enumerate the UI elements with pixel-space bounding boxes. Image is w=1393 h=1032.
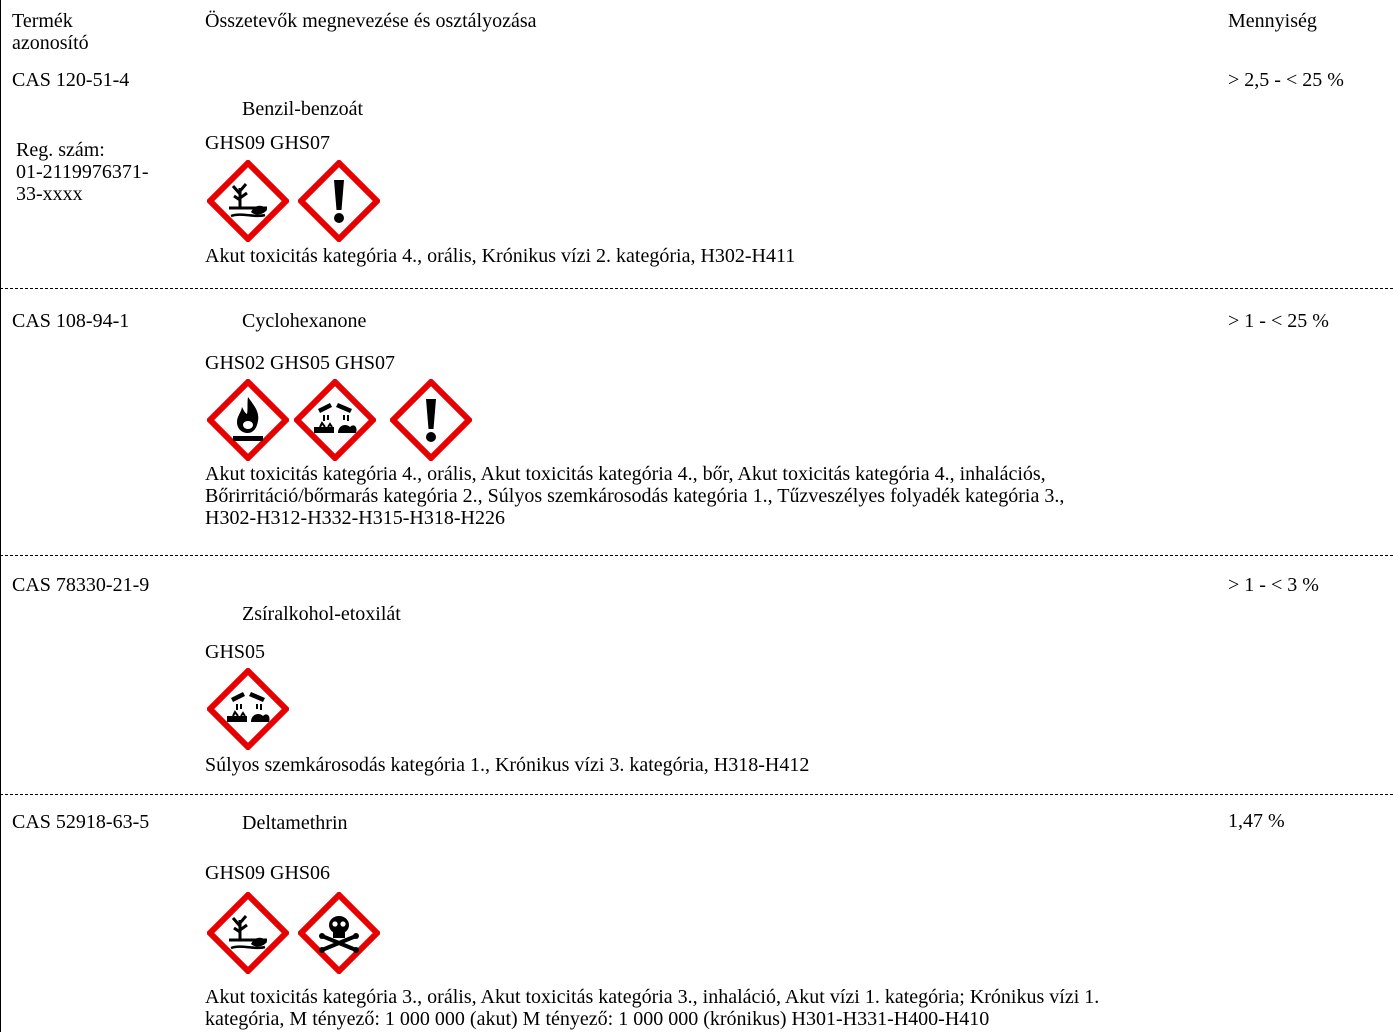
corrosion-icon (294, 379, 376, 461)
header-product-id-line2: azonosító (12, 32, 89, 54)
row2-cas: CAS 108-94-1 (12, 310, 130, 332)
row4-amount: 1,47 % (1228, 810, 1285, 832)
row4-classification (205, 986, 1099, 1030)
environment-icon (207, 892, 289, 974)
row1-classification (205, 245, 795, 267)
row3-pictograms (207, 668, 289, 750)
corrosion-icon (207, 668, 289, 750)
row4-ghs-codes: GHS09 GHS06 (205, 862, 331, 884)
divider (0, 794, 1393, 795)
row1-reg-line1: Reg. szám: (16, 139, 105, 161)
row1-classification-line1: Akut toxicitás kategória 4., orális, Krónikus vízi 2. kategória, H302-H411 (205, 245, 796, 267)
row3-classification (205, 754, 809, 776)
header-product-id (12, 10, 89, 54)
row4-name: Deltamethrin (242, 812, 348, 834)
skull-crossbones-icon (298, 892, 380, 974)
environment-icon (207, 160, 289, 242)
header-components: Összetevők megnevezése és osztályozása (205, 10, 537, 32)
divider (0, 555, 1393, 556)
row2-name: Cyclohexanone (242, 310, 367, 332)
row4-pictograms (207, 892, 380, 974)
row2-pictograms (207, 379, 472, 461)
row4-cas: CAS 52918-63-5 (12, 811, 150, 833)
exclamation-icon (390, 379, 472, 461)
row1-ghs-codes: GHS09 GHS07 (205, 132, 331, 154)
row2-classification (205, 463, 1064, 529)
row1-reg-line2: 01-2119976371- (16, 161, 149, 183)
header-product-id-line1: Termék (12, 10, 73, 32)
row1-reg-line3: 33-xxxx (16, 183, 83, 205)
row2-amount: > 1 - < 25 % (1228, 310, 1329, 332)
row4-classification-line1: Akut toxicitás kategória 3., orális, Akut toxicitás kategória 3., inhaláció, Akut vízi 1. kategória; Krónikus vízi 1. (205, 986, 1100, 1008)
row3-classification-line1: Súlyos szemkárosodás kategória 1., Krónikus vízi 3. kategória, H318-H412 (205, 754, 810, 776)
exclamation-icon (298, 160, 380, 242)
row2-classification-line2: Bőrirritáció/bőrmarás kategória 2., Súlyos szemkárosodás kategória 1., Tűzveszélyes folyadék kategória 3., (205, 485, 1065, 507)
row3-cas: CAS 78330-21-9 (12, 574, 150, 596)
row1-pictograms (207, 160, 380, 242)
left-border (0, 0, 1, 1032)
row4-classification-line2: kategória, M tényező: 1 000 000 (akut) M tényező: 1 000 000 (krónikus) H301-H331-H400-H410 (205, 1008, 990, 1030)
row1-cas: CAS 120-51-4 (12, 69, 130, 91)
row2-ghs-codes: GHS02 GHS05 GHS07 (205, 352, 396, 374)
divider (0, 288, 1393, 289)
row3-name: Zsíralkohol-etoxilát (242, 603, 401, 625)
row2-classification-line3: H302-H312-H332-H315-H318-H226 (205, 507, 505, 529)
row3-amount: > 1 - < 3 % (1228, 574, 1319, 596)
row1-reg (16, 139, 149, 205)
row2-classification-line1: Akut toxicitás kategória 4., orális, Akut toxicitás kategória 4., bőr, Akut toxicitás kategória 4., inhalációs, (205, 463, 1046, 485)
header-quantity: Mennyiség (1228, 10, 1317, 32)
flame-icon (207, 379, 289, 461)
row1-amount: > 2,5 - < 25 % (1228, 69, 1344, 91)
row1-name: Benzil-benzoát (242, 98, 364, 120)
row3-ghs-codes: GHS05 (205, 641, 266, 663)
